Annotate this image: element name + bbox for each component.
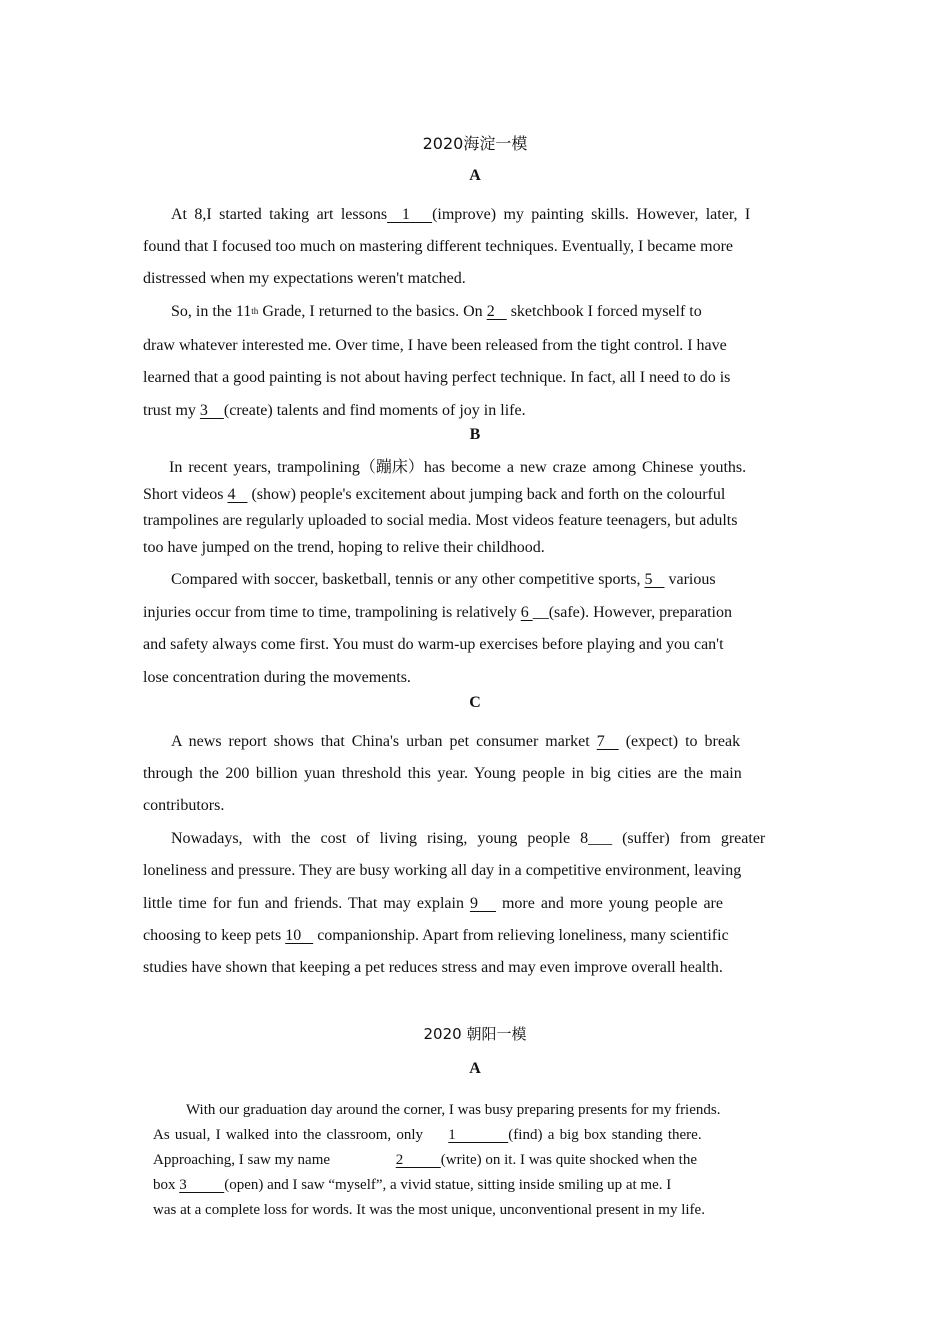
text-line (143, 296, 806, 330)
section2-part-a-heading: A (469, 1060, 481, 1077)
blank-2[interactable]: 2 (486, 303, 507, 320)
part-c-paragraph-2 (143, 823, 806, 984)
blank-s2-2[interactable]: 2 (395, 1152, 441, 1168)
text-line: distressed when my expectations weren't matched. (143, 270, 466, 287)
text: Approaching, I saw my name (153, 1152, 334, 1168)
text: As usual, I walked into the classroom, only (153, 1127, 429, 1143)
text: various (664, 571, 716, 588)
part-b-paragraph-2 (143, 564, 806, 694)
text: (find) a big box standing there. (508, 1127, 702, 1143)
text: box (153, 1177, 180, 1193)
text-line: found that I focused too much on mastering different techniques. Eventually, I became more (143, 238, 734, 255)
text: companionship. Apart from relieving loneliness, many scientific (313, 926, 729, 944)
text: A news report shows that China's urban pet consumer market (171, 733, 597, 750)
text-line: In recent years, trampolining（蹦床）has become a new craze among Chinese youths. (169, 459, 747, 476)
superscript-th: th (251, 306, 259, 316)
text-line (143, 597, 806, 630)
text-line (153, 1123, 798, 1148)
text-line (143, 564, 806, 597)
blank-10[interactable]: 10 (285, 926, 314, 944)
blank-4[interactable]: 4 (227, 485, 248, 503)
blank-s2-1[interactable]: 1 (448, 1127, 509, 1143)
text-line: draw whatever interested me. Over time, I have been released from the tight control. I have (143, 336, 727, 354)
text: At 8,I started taking art lessons (171, 206, 388, 223)
part-a-heading: A (469, 167, 481, 184)
part-c-heading: C (469, 694, 481, 711)
text-line (143, 726, 806, 758)
text-line: studies have shown that keeping a pet reduces stress and may even improve overall health. (143, 959, 723, 977)
part-b-heading: B (469, 426, 481, 443)
text: Compared with soccer, basketball, tennis or any other competitive sports, (171, 571, 645, 588)
text-line (143, 482, 806, 509)
section2-paragraph (153, 1098, 798, 1223)
blank-6[interactable]: 6 (520, 603, 533, 621)
blank-1[interactable]: 1 (387, 206, 433, 223)
text-line (153, 1173, 798, 1198)
text-line: and safety always come first. You must do warm-up exercises before playing and you can't (143, 636, 724, 653)
part-a-paragraph-2 (143, 296, 806, 427)
text-line: Nowadays, with the cost of living rising, young people 8___ (suffer) from greater (171, 830, 766, 847)
blank-s2-3[interactable]: 3 (179, 1177, 225, 1193)
text-line (143, 920, 806, 952)
blank-5[interactable]: 5 (644, 571, 665, 588)
text: (show) people's excitement about jumping back and forth on the colourful (247, 485, 726, 503)
text-line: through the 200 billion yuan threshold this year. Young people in big cities are the main (143, 765, 742, 782)
text: So, in the 11 (171, 303, 252, 320)
text-line: was at a complete loss for words. It was the most unique, unconventional present in my life. (153, 1202, 705, 1218)
section-title-chaoyang: 2020 朝阳一模 (423, 1025, 527, 1043)
text-line: learned that a good painting is not about having perfect technique. In fact, all I need to do is (143, 369, 731, 386)
text: injuries occur from time to time, trampolining is relatively (143, 603, 521, 621)
text-line: With our graduation day around the corner, I was busy preparing presents for my friends. (186, 1102, 721, 1118)
text: Short videos (143, 485, 228, 503)
text: sketchbook I forced myself to (506, 303, 702, 320)
text: __(safe). However, preparation (532, 603, 732, 621)
text-line: loneliness and pressure. They are busy working all day in a competitive environment, leaving (143, 862, 742, 880)
blank-3[interactable]: 3 (199, 401, 224, 419)
text-line (153, 1148, 798, 1173)
text: (open) and I saw “myself”, a vivid statue, sitting inside smiling up at me. I (224, 1177, 672, 1193)
text: (create) talents and find moments of joy in life. (223, 401, 526, 419)
text: little time for fun and friends. That may explain (143, 894, 470, 912)
text-line: lose concentration during the movements. (143, 668, 411, 686)
text-line: too have jumped on the trend, hoping to relive their childhood. (143, 538, 545, 556)
text: choosing to keep pets (143, 926, 286, 944)
text: Grade, I returned to the basics. On (258, 303, 487, 320)
section-title-haidian: 2020海淀一模 (422, 134, 528, 153)
part-a-paragraph-1 (143, 199, 806, 295)
text-line (143, 888, 806, 920)
text-line (143, 199, 806, 231)
blank-7[interactable]: 7 (596, 733, 619, 750)
text-line (143, 395, 806, 428)
part-c-paragraph-1 (143, 726, 806, 822)
part-b-paragraph-1 (143, 455, 806, 561)
text-line: contributors. (143, 797, 225, 814)
text: (expect) to break (618, 733, 741, 750)
text-line: trampolines are regularly uploaded to social media. Most videos feature teenagers, but adults (143, 512, 738, 529)
blank-9[interactable]: 9 (469, 894, 496, 912)
text: (improve) my painting skills. However, later, I (432, 206, 751, 223)
text: (write) on it. I was quite shocked when the (440, 1152, 697, 1168)
text: more and more young people are (495, 894, 723, 912)
text: trust my (143, 401, 200, 419)
